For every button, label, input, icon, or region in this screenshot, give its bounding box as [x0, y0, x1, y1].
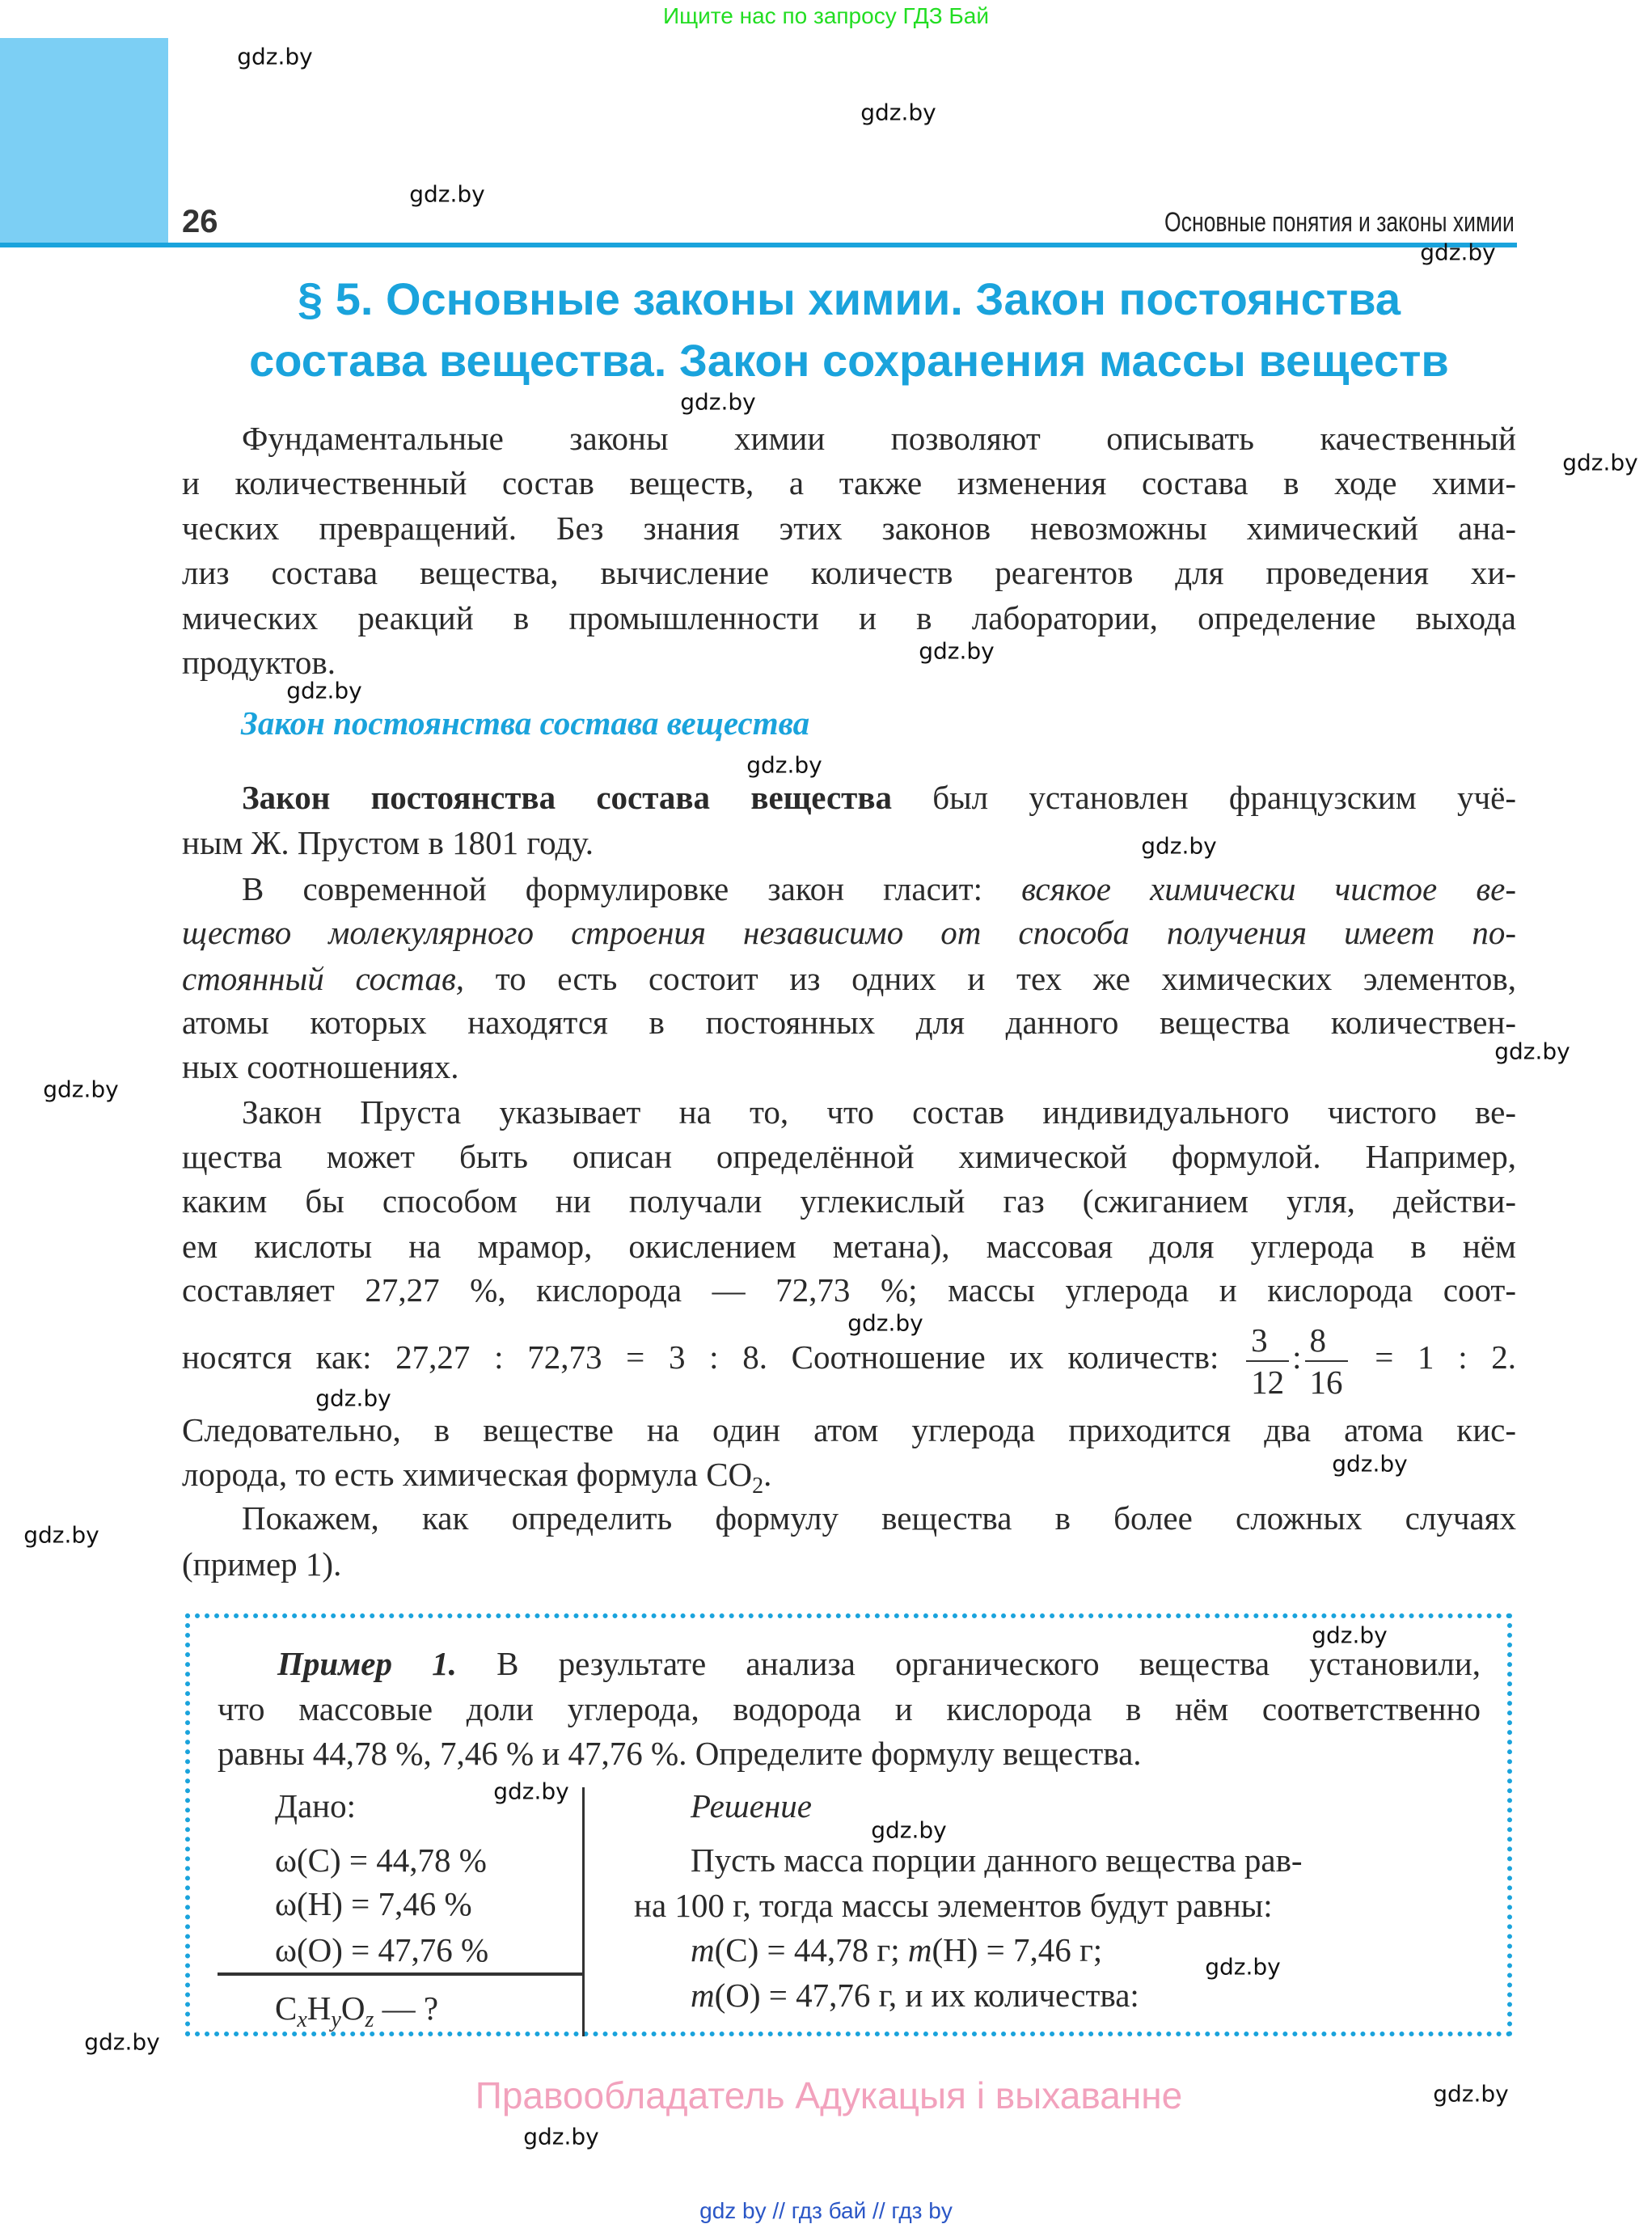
example-line — [218, 1641, 1481, 1686]
unknown-formula — [275, 1985, 438, 2031]
text: (O) = 47,76 г, и их количества: — [714, 1977, 1139, 2014]
example-line: что массовые доли углерода, водорода и кислорода в нём соответственно — [218, 1690, 1481, 1727]
mass-symbol: m — [691, 1977, 715, 2014]
subscript: y — [331, 2007, 341, 2033]
watermark: gdz.by — [43, 1076, 119, 1103]
text: . — [763, 1456, 772, 1493]
result: = 1 : 2. — [1375, 1338, 1517, 1376]
intro-line: Фундаментальные законы химии позволяют описывать качественный — [242, 420, 1516, 457]
watermark: gdz.by — [871, 1816, 947, 1844]
p3-line: Закон Пруста указывает на то, что состав индивидуального чистого ве- — [242, 1093, 1516, 1131]
text: В результате анализа органического вещества установили, — [456, 1645, 1481, 1682]
subscript: z — [365, 2007, 374, 2033]
given-label: Дано: — [275, 1787, 356, 1824]
watermark: gdz.by — [237, 43, 313, 70]
subscript: x — [297, 2007, 307, 2033]
text: (H) = 7,46 г; — [932, 1931, 1103, 1968]
watermark: gdz.by — [286, 677, 362, 704]
running-title: Основные понятия и законы химии — [1164, 207, 1515, 238]
numerator: 8 — [1305, 1320, 1348, 1362]
search-banner: Ищите нас по запросу ГДЗ Бай — [662, 3, 990, 28]
solution-label: Решение — [691, 1787, 812, 1824]
watermark: gdz.by — [1312, 1621, 1388, 1649]
p1-line — [182, 775, 1516, 820]
example-line: равны 44,78 %, 7,46 % и 47,76 %. Определите формулу вещества. — [218, 1735, 1142, 1772]
header-rule — [0, 243, 1517, 247]
p3-line: каким бы способом ни получали углекислый газ (сжиганием угля, действи- — [182, 1182, 1516, 1220]
subscript: 2 — [752, 1474, 764, 1499]
watermark: gdz.by — [493, 1778, 569, 1805]
section-title-line-2: состава вещества. Закон сохранения массы веществ — [249, 335, 1449, 386]
p2-line — [182, 956, 1516, 1001]
p3-line: составляет 27,27 %, кислорода — 72,73 %; массы углерода и кислорода соот- — [182, 1271, 1516, 1309]
text: — ? — [374, 1989, 439, 2027]
watermark: gdz.by — [1141, 832, 1217, 860]
p4-line: Покажем, как определить формулу вещества в более сложных случаях — [242, 1499, 1516, 1537]
watermark: gdz.by — [847, 1309, 923, 1337]
fraction — [1305, 1320, 1348, 1402]
watermark: gdz.by — [84, 2028, 160, 2056]
intro-line: и количественный состав веществ, а также изменения состава в ходе хими- — [182, 464, 1516, 501]
p3-line — [182, 1452, 1516, 1497]
watermark: gdz.by — [409, 180, 485, 208]
example-label: Пример 1. — [277, 1645, 457, 1682]
watermark: gdz.by — [860, 99, 936, 126]
p2-line: атомы которых находятся в постоянных для данного вещества количествен- — [182, 1004, 1516, 1041]
intro-line: лиз состава вещества, вычисление количеств реагентов для проведения хи- — [182, 554, 1516, 591]
solution-line: на 100 г, тогда массы элементов будут равны: — [634, 1887, 1273, 1924]
text: (C) = 44,78 г; — [714, 1931, 908, 1968]
p3-line: Следовательно, в веществе на один атом углерода приходится два атома кис- — [182, 1411, 1516, 1448]
watermark: gdz.by — [1433, 2080, 1509, 2108]
denominator: 16 — [1309, 1363, 1343, 1401]
text: носятся как: 27,27 : 72,73 = 3 : 8. Соотношение их количеств: — [182, 1338, 1219, 1376]
column-divider — [582, 1787, 585, 2036]
solution-line — [691, 1972, 1139, 2018]
text: был установлен французским учё- — [891, 779, 1517, 816]
bold-term: Закон постоянства состава вещества — [242, 779, 892, 816]
given-item: ω(O) = 47,76 % — [275, 1931, 489, 1968]
p1-line: ным Ж. Прустом в 1801 году. — [182, 824, 594, 861]
p2-line — [182, 866, 1516, 911]
ratio-sign: : — [1292, 1338, 1302, 1376]
text: H — [306, 1989, 332, 2027]
fraction — [1246, 1320, 1289, 1402]
p3-line: щества может быть описан определённой химической формулой. Например, — [182, 1138, 1516, 1175]
text: C — [275, 1989, 298, 2027]
watermark: gdz.by — [1494, 1038, 1570, 1065]
text: то есть состоит из одних и тех же химических элементов, — [464, 960, 1516, 997]
text: лорода, то есть химическая формула CO — [182, 1456, 753, 1493]
watermark: gdz.by — [523, 2123, 599, 2150]
given-item: ω(C) = 44,78 % — [275, 1841, 487, 1879]
watermark: gdz.by — [746, 751, 822, 779]
subheading: Закон постоянства состава вещества — [241, 704, 810, 742]
mass-symbol: m — [907, 1931, 932, 1968]
given-item: ω(H) = 7,46 % — [275, 1885, 472, 1922]
watermark: gdz.by — [23, 1521, 99, 1549]
p3-line: ем кислоты на мрамор, окислением метана), массовая доля углерода в нём — [182, 1228, 1516, 1265]
p4-line: (пример 1). — [182, 1545, 342, 1583]
bottom-links[interactable]: gdz by // гдз бай // гдз by — [699, 2198, 953, 2223]
mass-symbol: m — [691, 1931, 715, 1968]
watermark: gdz.by — [1332, 1450, 1408, 1478]
intro-line: ческих превращений. Без знания этих законов невозможны химический ана- — [182, 509, 1516, 547]
intro-line: продуктов. — [182, 644, 336, 681]
intro-line: мических реакций в промышленности и в лаборатории, определение выхода — [182, 599, 1516, 636]
solution-line — [691, 1927, 1102, 1972]
solution-line: Пусть масса порции данного вещества рав- — [691, 1841, 1303, 1879]
watermark: gdz.by — [1205, 1953, 1281, 1981]
given-divider — [218, 1972, 585, 1976]
watermark: gdz.by — [315, 1385, 391, 1412]
watermark: gdz.by — [1562, 449, 1638, 476]
watermark: gdz.by — [1420, 239, 1496, 266]
copyright-footer: Правообладатель Адукацыя і выхаванне — [475, 2074, 1183, 2116]
p2-line: ных соотношениях. — [182, 1048, 459, 1085]
text: O — [340, 1989, 365, 2027]
italic-text: всякое химически чистое ве- — [1021, 870, 1516, 907]
p2-line: щество молекулярного строения независимо от способа получения имеет по- — [182, 914, 1516, 951]
italic-text: стоянный состав, — [182, 960, 464, 997]
numerator: 3 — [1246, 1320, 1289, 1362]
text: В современной формулировке закон гласит: — [242, 870, 1022, 907]
page-number: 26 — [182, 204, 218, 239]
section-title-line-1: § 5. Основные законы химии. Закон постоянства — [298, 273, 1401, 324]
page-corner-block — [0, 38, 168, 245]
watermark: gdz.by — [680, 388, 756, 416]
denominator: 12 — [1251, 1363, 1285, 1401]
watermark: gdz.by — [919, 637, 995, 665]
